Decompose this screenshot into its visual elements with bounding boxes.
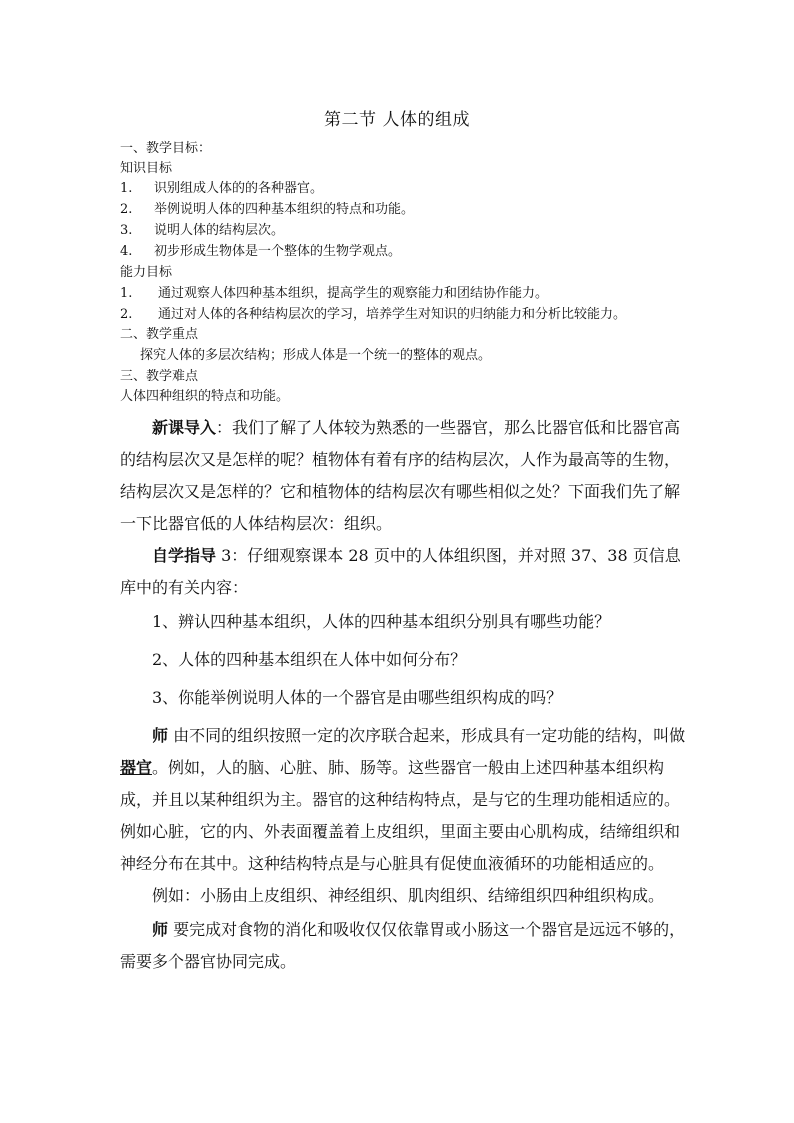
item-text: 识别组成人体的的各种器官。 bbox=[154, 181, 324, 196]
page-title: 第二节 人体的组成 bbox=[324, 110, 470, 130]
item-number: 1. bbox=[120, 286, 133, 301]
teacher-paragraph-2 bbox=[120, 914, 690, 978]
difficulties-heading: 三、教学难点 bbox=[120, 369, 199, 384]
item-text: 通过观察人体四种基本组织，提高学生的观察能力和团结协作能力。 bbox=[158, 286, 549, 301]
item-text: 通过对人体的各种结构层次的学习，培养学生对知识的归纳能力和分析比较能力。 bbox=[158, 307, 627, 322]
guide-question: 1、辨认四种基本组织，人体的四种基本组织分别具有哪些功能？ bbox=[152, 612, 611, 631]
teacher-paragraph bbox=[120, 720, 690, 880]
teacher-label: 师 bbox=[152, 726, 169, 745]
difficulties-text: 人体四种组织的特点和功能。 bbox=[120, 389, 290, 404]
key-points-text: 探究人体的多层次结构；形成人体是一个统一的整体的观点。 bbox=[140, 348, 492, 363]
teacher-text-b: 。例如，人的脑、心脏、肺、肠等。这些器官一般由上述四种基本组织构成，并且以某种组织为主。器官的这种结构特点，是与它的生理功能相适应的。例如心脏，它的内、外表面覆盖着上皮组织，里面主要由心肌构成，结缔组织和神经分布在其中。这种结构特点是与心脏具有促使血液循环的功能相适应的。 bbox=[120, 758, 681, 873]
knowledge-item bbox=[120, 179, 323, 199]
knowledge-item bbox=[120, 242, 401, 262]
item-number: 3. bbox=[120, 223, 133, 238]
guide-text: 3：仔细观察课本 28 页中的人体组织图，并对照 37、38 页信息库中的有关内容： bbox=[120, 546, 681, 597]
ability-label: 能力目标 bbox=[120, 265, 173, 280]
item-text: 举例说明人体的四种基本组织的特点和功能。 bbox=[154, 202, 415, 217]
guide-question: 3、你能举例说明人体的一个器官是由哪些组织构成的吗？ bbox=[152, 688, 563, 707]
item-text: 说明人体的结构层次。 bbox=[154, 223, 285, 238]
example-paragraph: 例如：小肠由上皮组织、神经组织、肌肉组织、结缔组织四种组织构成。 bbox=[152, 886, 665, 905]
item-number: 2. bbox=[120, 307, 133, 322]
teacher-label: 师 bbox=[152, 920, 169, 939]
knowledge-item bbox=[120, 200, 414, 220]
term-organ: 器官 bbox=[120, 758, 153, 777]
guide-question: 2、人体的四种基本组织在人体中如何分布？ bbox=[152, 650, 467, 669]
intro-text: ：我们了解了人体较为熟悉的一些器官，那么比器官低和比器官高的结构层次又是怎样的呢？植物体有着有序的结构层次，人作为最高等的生物，结构层次又是怎样的？它和植物体的结构层次有哪些相似之处？下面我们先了解一下比器官低的人体结构层次：组织。 bbox=[120, 418, 681, 533]
ability-item bbox=[120, 305, 626, 325]
teacher-text: 要完成对食物的消化和吸收仅仅依靠胃或小肠这一个器官是远远不够的，需要多个器官协同完成。 bbox=[120, 920, 686, 971]
key-points-heading: 二、教学重点 bbox=[120, 327, 199, 342]
intro-paragraph bbox=[120, 412, 690, 540]
teacher-text-a: 由不同的组织按照一定的次序联合起来，形成具有一定功能的结构，叫做 bbox=[168, 726, 686, 745]
knowledge-item bbox=[120, 221, 284, 241]
guide-paragraph bbox=[120, 540, 690, 604]
ability-item bbox=[120, 284, 548, 304]
item-number: 2. bbox=[120, 202, 133, 217]
intro-label: 新课导入 bbox=[152, 418, 217, 437]
item-number: 1. bbox=[120, 181, 133, 196]
objectives-heading: 一、教学目标： bbox=[120, 141, 212, 156]
knowledge-label: 知识目标 bbox=[120, 161, 173, 176]
item-number: 4. bbox=[120, 244, 133, 259]
guide-label: 自学指导 bbox=[152, 546, 217, 565]
item-text: 初步形成生物体是一个整体的生物学观点。 bbox=[154, 244, 402, 259]
